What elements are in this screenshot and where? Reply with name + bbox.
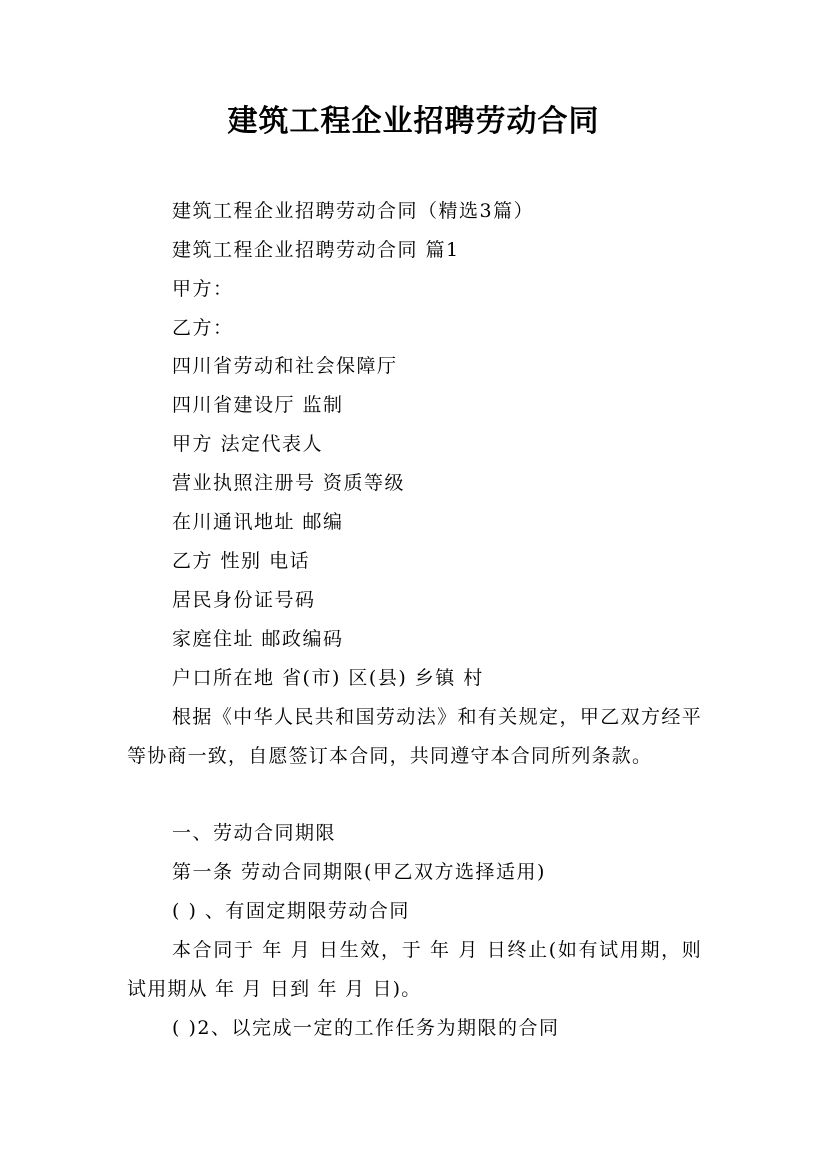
paragraph-issuer-construction: 四川省建设厅 监制 — [172, 394, 344, 416]
paragraph-home-address: 家庭住址 邮政编码 — [172, 628, 344, 650]
paragraph-term-dates: 本合同于 年 月 日生效，于 年 月 日终止(如有试用期，则试用期从 年 月 日到 年 月 日)。 — [127, 939, 702, 1000]
paragraph-option-one: ( ) 、有固定期限劳动合同 — [172, 900, 410, 922]
document-title: 建筑工程企业招聘劳动合同 — [227, 104, 600, 139]
paragraph-chapter-one: 一、劳动合同期限 — [172, 822, 337, 844]
paragraph-party-b: 乙方： — [172, 317, 234, 339]
paragraph-article-one: 第一条 劳动合同期限(甲乙双方选择适用) — [172, 861, 546, 883]
paragraph-legal-rep: 甲方 法定代表人 — [172, 433, 324, 455]
paragraph-subtitle: 建筑工程企业招聘劳动合同（精选3篇） — [172, 200, 535, 222]
paragraph-option-two: ( )2、以完成一定的工作任务为期限的合同 — [172, 1017, 560, 1039]
paragraph-household: 户口所在地 省(市) 区(县) 乡镇 村 — [172, 667, 484, 689]
paragraph-license: 营业执照注册号 资质等级 — [172, 472, 406, 494]
paragraph-party-b-info: 乙方 性别 电话 — [172, 550, 311, 572]
paragraph-id-number: 居民身份证号码 — [172, 589, 316, 611]
paragraph-party-a: 甲方： — [172, 278, 234, 300]
paragraph-address: 在川通讯地址 邮编 — [172, 511, 344, 533]
paragraph-issuer-labor: 四川省劳动和社会保障厅 — [172, 355, 398, 377]
paragraph-preamble: 根据《中华人民共和国劳动法》和有关规定，甲乙双方经平等协商一致，自愿签订本合同，共同遵守本合同所列条款。 — [127, 706, 702, 767]
paragraph-section-heading: 建筑工程企业招聘劳动合同 篇1 — [172, 239, 460, 261]
